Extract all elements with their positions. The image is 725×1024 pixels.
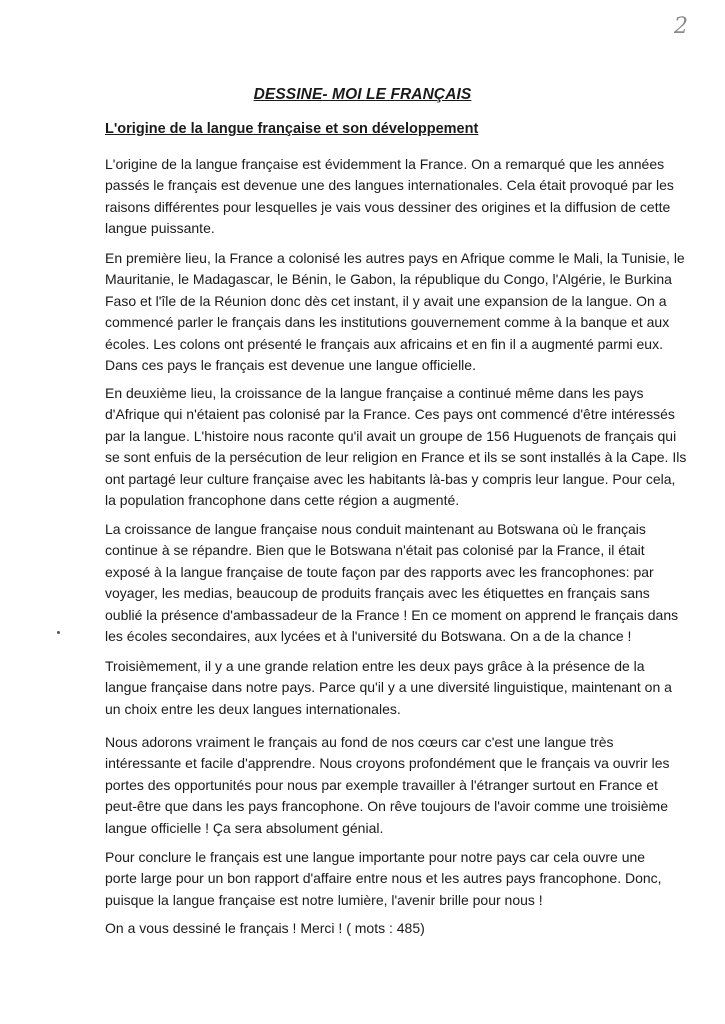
- text-line: Pour conclure le français est une langue importante pour notre pays car cela ouvre une: [105, 849, 646, 865]
- text-line: voyager, les medias, beaucoup de produits français avec les étiquettes en français sans: [105, 585, 650, 602]
- text-line: se sont enfuis de la persécution de leur religion en France et ils se sont installés à la Cape. Ils: [105, 449, 687, 466]
- text-line: raisons différentes pour lesquelles je vais vous dessiner des origines et la diffusion de cette: [105, 198, 671, 215]
- paragraph-love-of-french: [105, 732, 697, 839]
- text-line: En deuxième lieu, la croissance de la langue française a continué même dans les pays: [105, 385, 644, 401]
- text-line: continue à se répandre. Bien que le Botswana n'était pas colonisé par la France, il était: [105, 542, 645, 559]
- paragraph-introduction: [105, 154, 697, 240]
- text-line: Faso et l'île de la Réunion donc dès cet instant, il y avait une expansion de la langue. On a: [105, 292, 667, 309]
- text-line: En première lieu, la France a colonisé les autres pays en Afrique comme le Mali, la Tunisie, le: [105, 250, 685, 266]
- text-line: Troisièmement, il y a une grande relation entre les deux pays grâce à la présence de la: [105, 658, 645, 674]
- text-line: langue française dans notre pays. Parce qu'il y a une diversité linguistique, maintenant on a: [105, 679, 672, 696]
- text-line: exposé à la langue française de toute façon par des rapports avec les francophones: par: [105, 563, 654, 580]
- text-line: les écoles secondaires, aux lycées et à l'université du Botswana. On a de la chance !: [105, 628, 632, 645]
- text-line: Nous adorons vraiment le français au fond de nos cœurs car c'est une langue très: [105, 734, 614, 750]
- section-heading: L'origine de la langue française et son développement: [105, 121, 479, 137]
- text-line: un choix entre les deux langues internationales.: [105, 700, 401, 717]
- paragraph-botswana: [105, 519, 697, 647]
- text-line: écoles. Les colons ont présenté le français aux africains et en fin il a augmenté parmi eux.: [105, 335, 663, 352]
- text-line: par la langue. L'histoire nous raconte qu'il avait un groupe de 156 Huguenots de français qui: [105, 427, 677, 444]
- text-line: oublié la présence d'ambassadeur de la France ! En ce moment on apprend le français dans: [105, 606, 679, 623]
- handwritten-page-number: 2: [674, 14, 688, 39]
- paragraph-third-point: [105, 656, 697, 720]
- text-line: portes des opportunités pour nous par exemple travailler à l'étranger surtout en France et: [105, 776, 658, 793]
- text-line: passés le français est devenue une des langues internationales. Cela était provoqué par les: [105, 177, 674, 194]
- text-line: porte large pour un bon rapport d'affaire entre nous et les autres pays francophone. Donc,: [105, 870, 662, 887]
- scan-artifact-dot: [57, 631, 60, 634]
- paragraph-conclusion: [105, 847, 697, 911]
- paragraph-second-point: [105, 383, 697, 511]
- text-line: ont partagé leur culture française avec les habitants là-bas y compris leur langue. Pour cela,: [105, 470, 676, 487]
- text-line: langue officielle ! Ça sera absolument génial.: [105, 819, 384, 836]
- text-line: d'Afrique qui n'étaient pas colonisé par la France. Ces pays ont commencé d'être intéressés: [105, 406, 675, 423]
- text-line: L'origine de la langue française est évidemment la France. On a remarqué que les années: [105, 156, 665, 172]
- paragraph-first-point: [105, 248, 697, 376]
- text-line: Dans ces pays le français est devenue une langue officielle.: [105, 357, 476, 374]
- text-line: intéressante et facile d'apprendre. Nous croyons profondément que le français va ouvrir les: [105, 755, 670, 772]
- text-line: puisque la langue française est notre lumière, l'avenir brille pour nous !: [105, 891, 543, 908]
- closing-line: [105, 918, 697, 939]
- closing-text: On a vous dessiné le français ! Merci ! ( mots : 485): [105, 920, 425, 936]
- text-line: Mauritanie, le Madagascar, le Bénin, le Gabon, la république du Congo, l'Algérie, le Burkina: [105, 271, 672, 288]
- text-line: la population francophone dans cette région a augmenté.: [105, 492, 460, 509]
- text-line: commencé parler le français dans les institutions gouvernement comme à la banque et aux: [105, 314, 670, 331]
- text-line: La croissance de langue française nous conduit maintenant au Botswana où le français: [105, 521, 646, 537]
- document-title: DESSINE- MOI LE FRANÇAIS: [253, 86, 472, 103]
- text-line: langue puissante.: [105, 220, 215, 237]
- text-line: peut-être que dans les pays francophone. On rêve toujours de l'avoir comme une troisième: [105, 798, 668, 815]
